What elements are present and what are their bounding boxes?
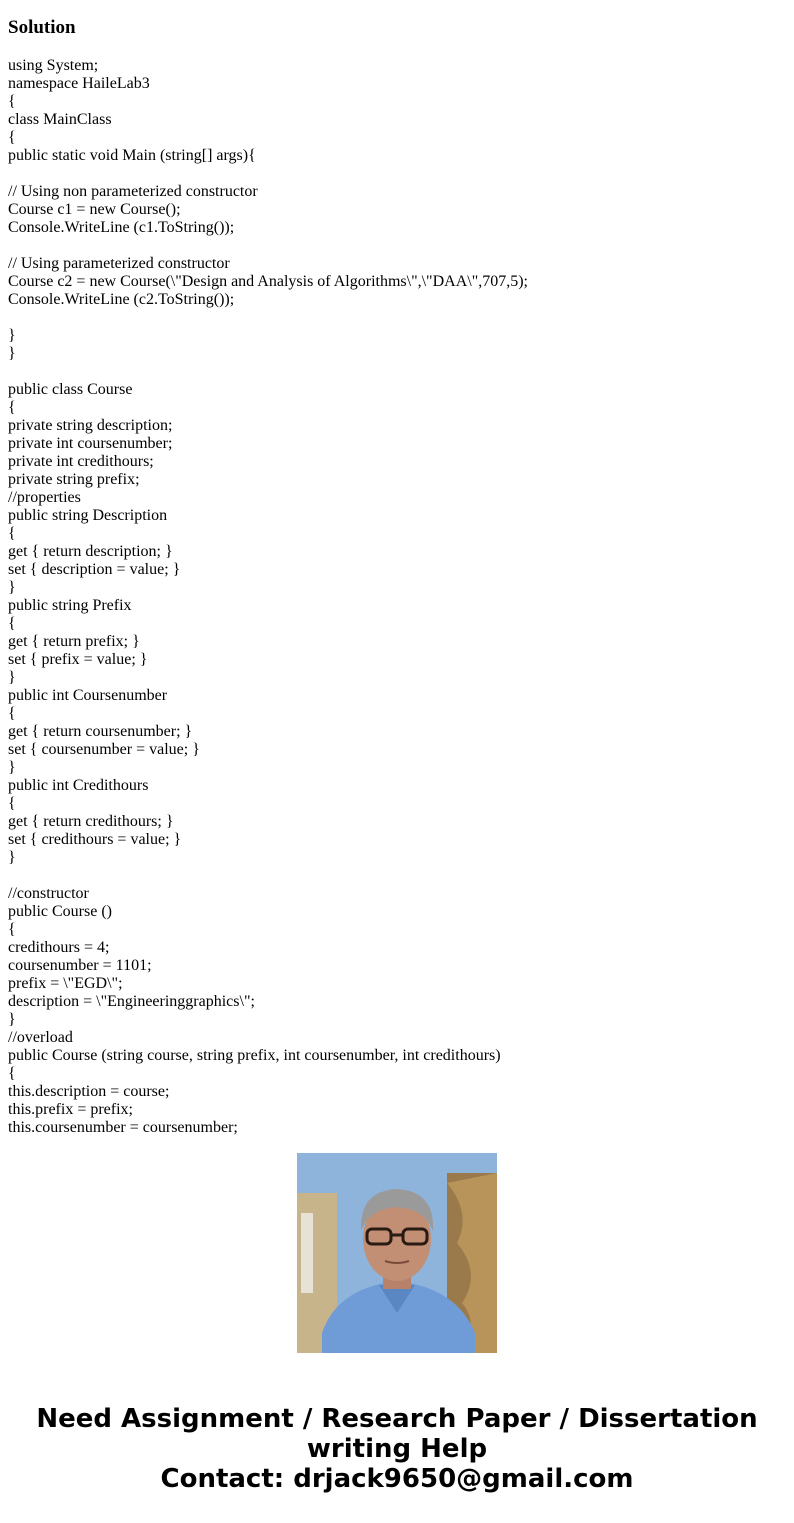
code-line: using System; [8, 57, 99, 74]
code-line: public Course () [8, 903, 112, 920]
code-line: this.description = course; [8, 1083, 170, 1100]
code-line: Course c1 = new Course(); [8, 201, 181, 218]
code-line: private int credithours; [8, 453, 154, 470]
code-line: //properties [8, 489, 81, 506]
code-line: { [8, 129, 16, 146]
promo-line-2: writing Help [306, 1434, 488, 1464]
code-line: public Course (string course, string prefix, int coursenumber, int credithours) [8, 1047, 501, 1064]
code-line: } [8, 669, 16, 686]
code-line: Console.WriteLine (c2.ToString()); [8, 291, 235, 308]
solution-heading: Solution [8, 17, 76, 38]
code-line: this.coursenumber = coursenumber; [8, 1119, 238, 1136]
code-line: } [8, 849, 16, 866]
code-line: } [8, 579, 16, 596]
code-line [8, 237, 768, 255]
code-line: get { return prefix; } [8, 633, 140, 650]
code-line: set { coursenumber = value; } [8, 741, 200, 758]
code-line: get { return credithours; } [8, 813, 174, 830]
code-line: // Using non parameterized constructor [8, 183, 258, 200]
code-line: //overload [8, 1029, 73, 1046]
code-line: public string Description [8, 507, 168, 524]
code-line [8, 309, 768, 327]
code-line: public static void Main (string[] args){ [8, 147, 256, 164]
code-line: this.prefix = prefix; [8, 1101, 133, 1118]
author-avatar [297, 1153, 497, 1353]
code-line: // Using parameterized constructor [8, 255, 230, 272]
code-line: coursenumber = 1101; [8, 957, 152, 974]
code-line: public string Prefix [8, 597, 132, 614]
code-line: } [8, 759, 16, 776]
code-line: set { prefix = value; } [8, 651, 148, 668]
code-line: { [8, 399, 16, 416]
code-line: private int coursenumber; [8, 435, 173, 452]
code-line: { [8, 1065, 16, 1082]
code-line: Course c2 = new Course(\"Design and Analysis of Algorithms\",\"DAA\",707,5); [8, 273, 528, 290]
promo-contact: Contact: drjack9650@gmail.com [160, 1464, 634, 1494]
code-line: public int Coursenumber [8, 687, 168, 704]
promo-line-1: Need Assignment / Research Paper / Dissertation [36, 1404, 758, 1434]
author-photo [297, 1153, 497, 1353]
code-line: class MainClass [8, 111, 112, 128]
code-line: //constructor [8, 885, 89, 902]
code-line [8, 165, 768, 183]
code-line: set { credithours = value; } [8, 831, 182, 848]
code-line: { [8, 705, 16, 722]
code-line: } [8, 345, 16, 362]
code-line: public class Course [8, 381, 133, 398]
code-line: { [8, 525, 16, 542]
code-line: set { description = value; } [8, 561, 181, 578]
code-line: { [8, 615, 16, 632]
code-line: { [8, 93, 16, 110]
code-line: credithours = 4; [8, 939, 110, 956]
code-line: get { return coursenumber; } [8, 723, 193, 740]
code-line: private string prefix; [8, 471, 140, 488]
code-line [8, 867, 768, 885]
code-line: prefix = \"EGD\"; [8, 975, 123, 992]
code-block [8, 57, 768, 1136]
code-line [8, 363, 768, 381]
code-line: { [8, 795, 16, 812]
code-line: Console.WriteLine (c1.ToString()); [8, 219, 235, 236]
code-line: description = \"Engineeringgraphics\"; [8, 993, 255, 1010]
code-line: } [8, 1011, 16, 1028]
promo-banner [0, 1404, 794, 1494]
code-line: public int Credithours [8, 777, 149, 794]
code-line: } [8, 327, 16, 344]
code-line: private string description; [8, 417, 173, 434]
code-line: { [8, 921, 16, 938]
code-line: namespace HaileLab3 [8, 75, 150, 92]
code-line: get { return description; } [8, 543, 173, 560]
